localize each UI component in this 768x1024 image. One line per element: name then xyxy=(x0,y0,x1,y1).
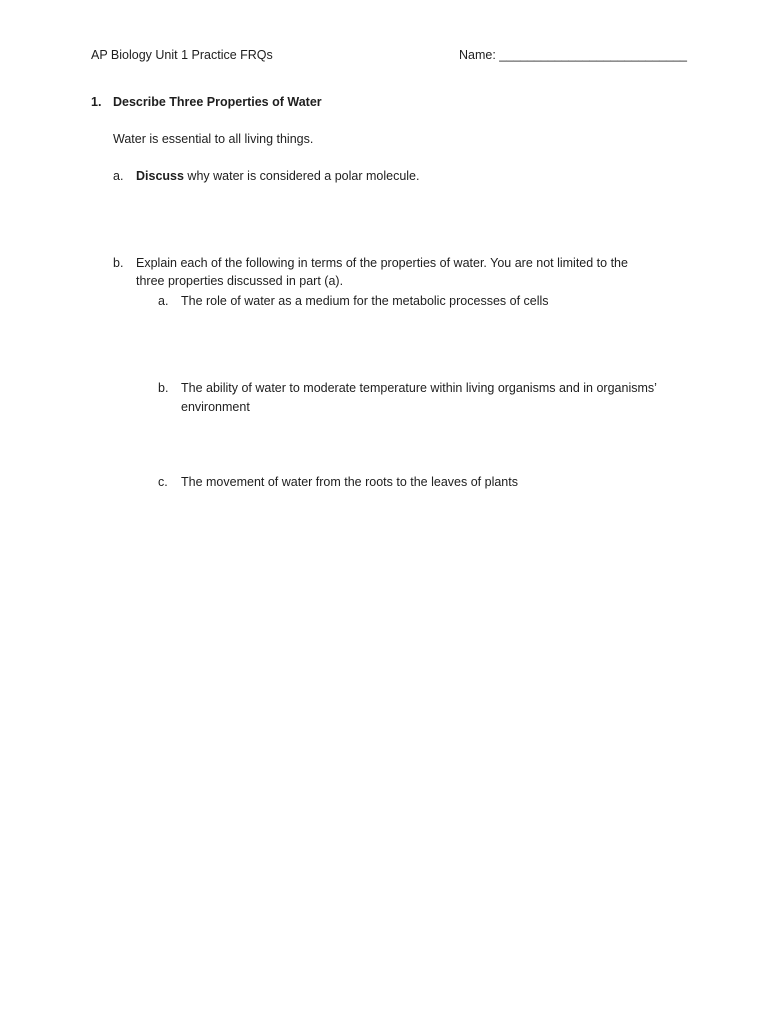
subitem-marker: c. xyxy=(158,475,168,489)
part-b-line-1: Explain each of the following in terms of the properties of water. You are not limited to the xyxy=(136,256,628,270)
subitem-marker: a. xyxy=(158,294,169,308)
part-b-marker: b. xyxy=(113,256,124,270)
part-a-prompt xyxy=(136,168,419,185)
subitem-b-line-2: environment xyxy=(181,400,250,414)
worksheet-title: AP Biology Unit 1 Practice FRQs xyxy=(91,48,273,62)
part-b-line-2: three properties discussed in part (a). xyxy=(136,274,344,288)
part-a-marker: a. xyxy=(113,169,124,183)
part-a-bold-word: Discuss xyxy=(136,169,184,183)
subitem-a-text: The role of water as a medium for the metabolic processes of cells xyxy=(181,294,549,308)
subitem-c-text: The movement of water from the roots to the leaves of plants xyxy=(181,475,518,489)
question-intro: Water is essential to all living things. xyxy=(113,132,314,146)
subitem-marker: b. xyxy=(158,381,169,395)
subitem-b-line-1: The ability of water to moderate temperature within living organisms and in organisms’ xyxy=(181,381,657,395)
name-field-label: Name: ___________________________ xyxy=(459,48,687,62)
question-title: Describe Three Properties of Water xyxy=(113,95,322,109)
part-a-text: why water is considered a polar molecule. xyxy=(183,169,420,183)
question-number: 1. xyxy=(91,95,102,109)
